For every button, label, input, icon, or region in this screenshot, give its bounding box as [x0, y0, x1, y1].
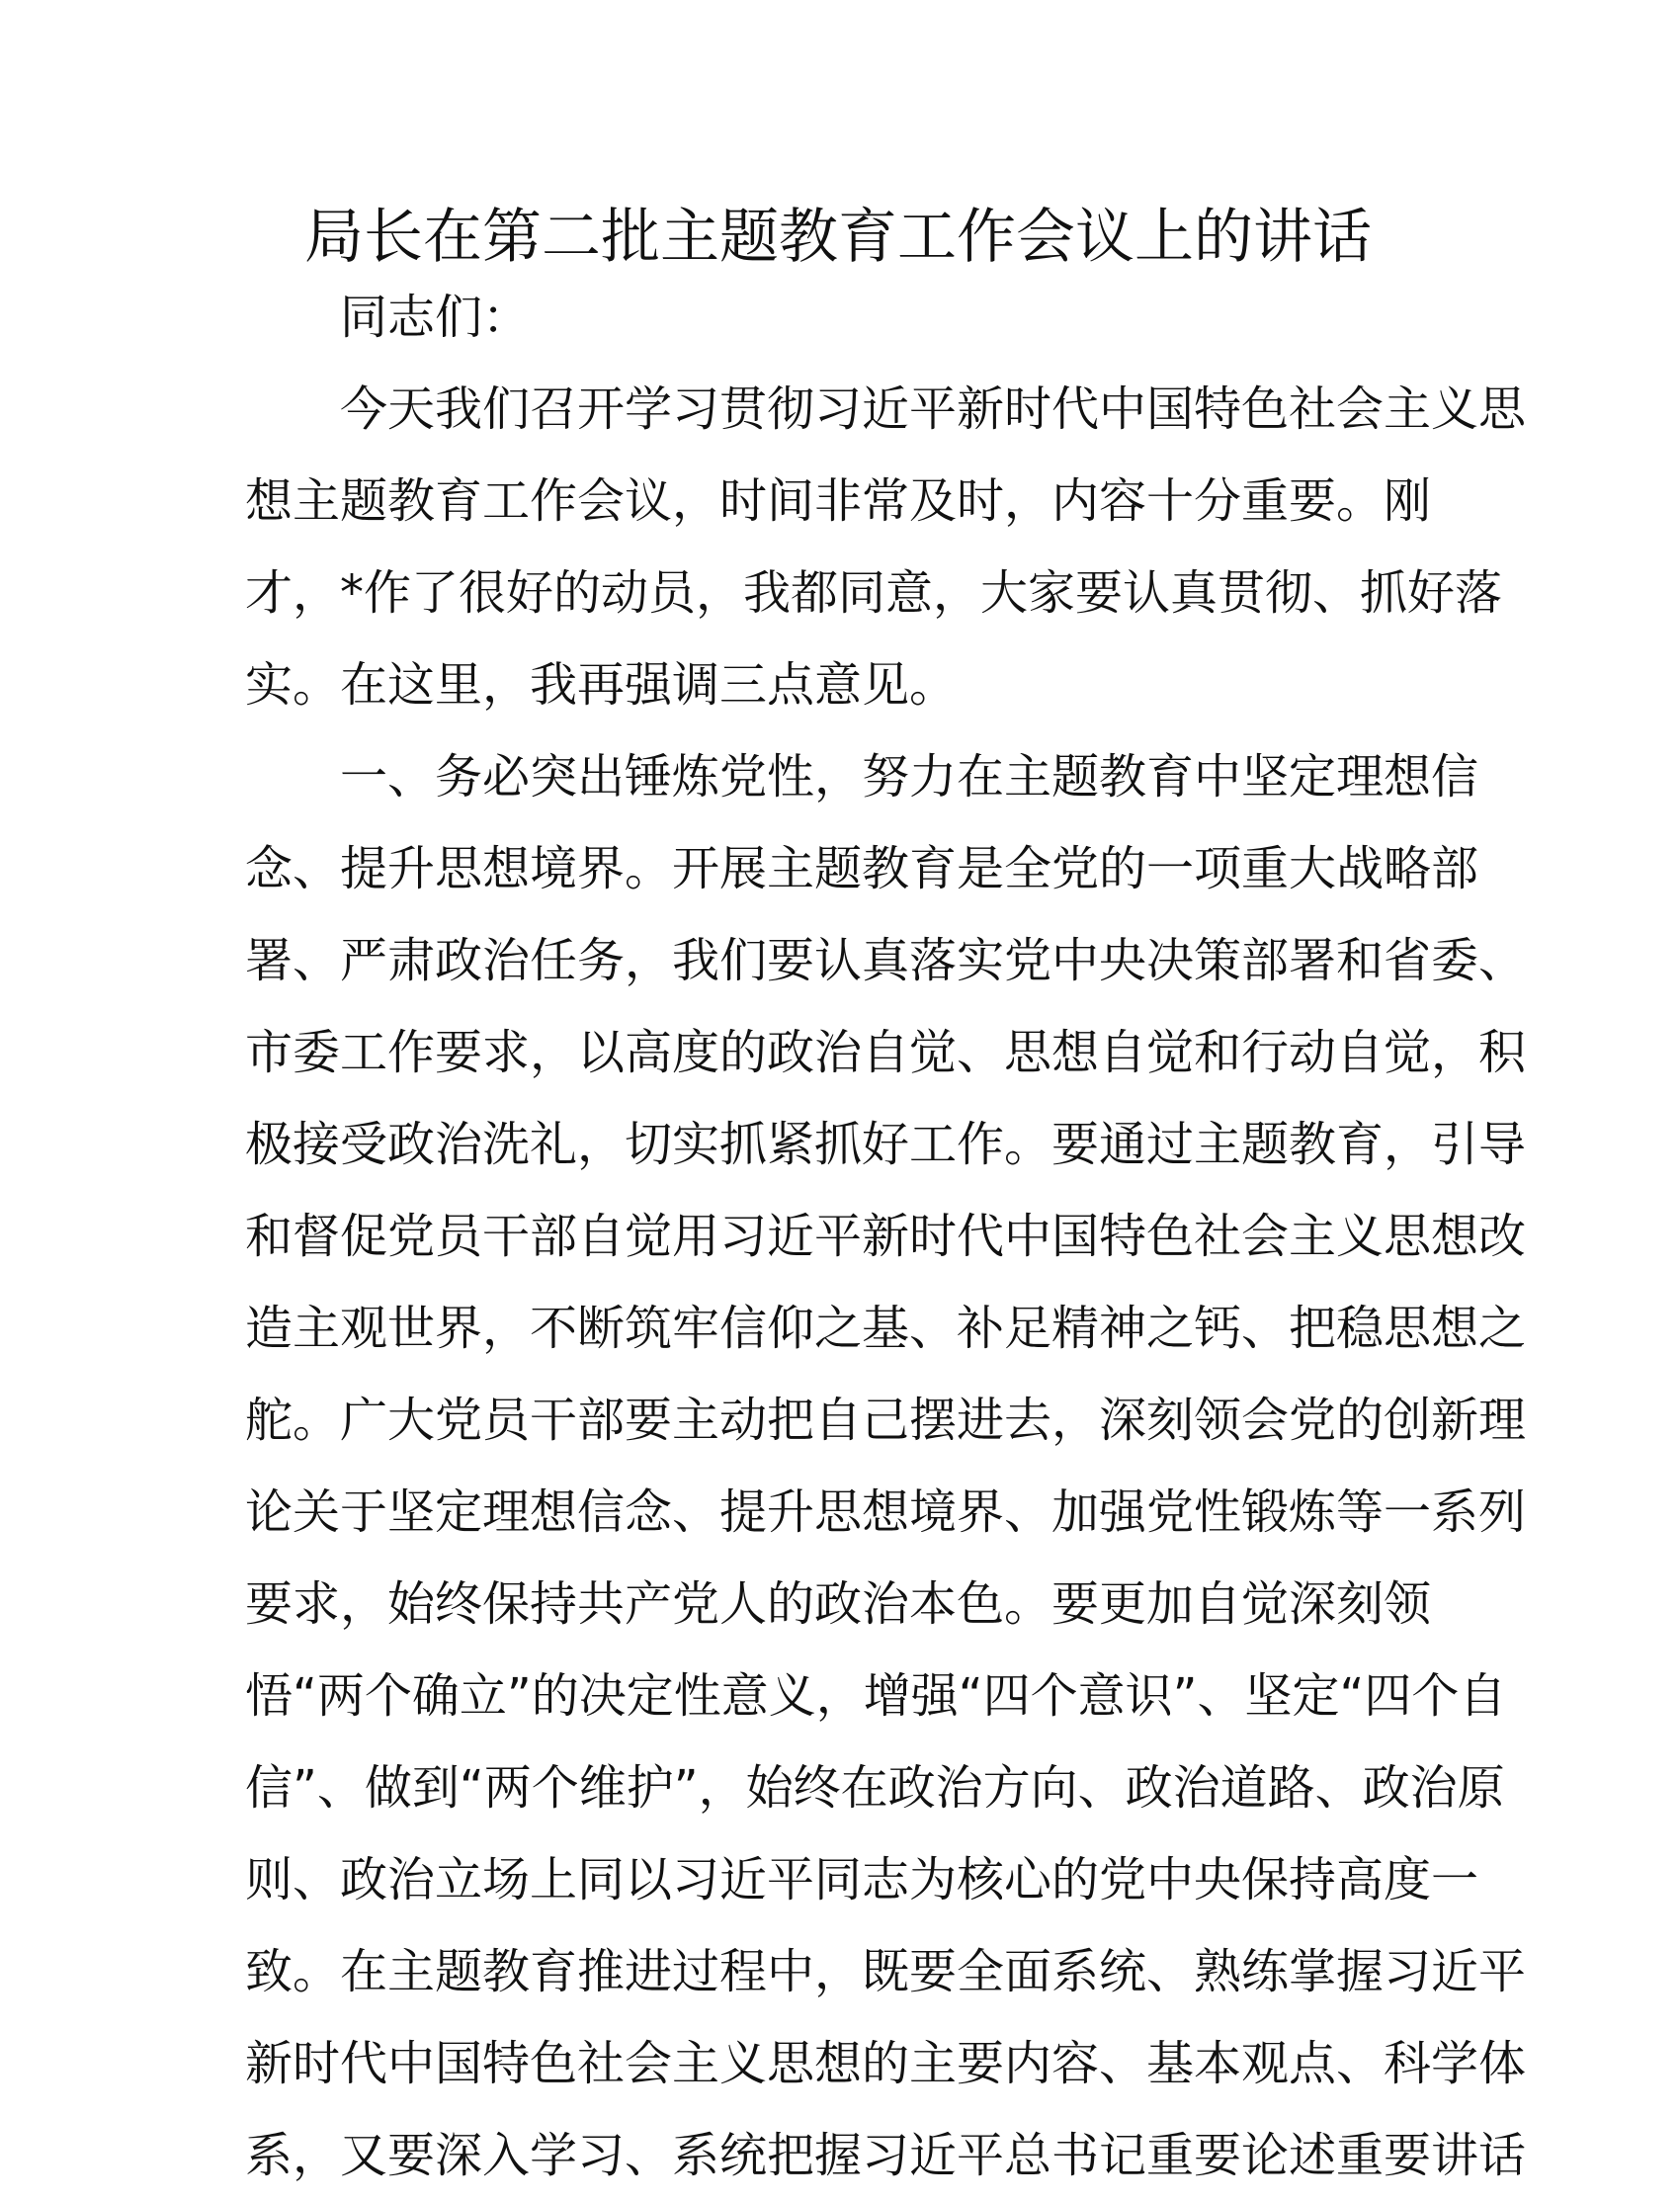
text-line: 悟“两个确立”的决定性意义，增强“四个意识”、坚定“四个自 — [245, 1668, 1507, 1724]
text-line: 舵。广大党员干部要主动把自己摆进去，深刻领会党的创新理 — [245, 1393, 1527, 1448]
document-title: 局长在第二批主题教育工作会议上的讲话 — [304, 203, 1372, 272]
text-line: 才，*作了很好的动员，我都同意，大家要认真贯彻、抓好落 — [245, 565, 1503, 621]
text-line: 实。在这里，我再强调三点意见。 — [245, 657, 958, 713]
salutation: 同志们： — [340, 290, 531, 345]
text-line: 念、提升思想境界。开展主题教育是全党的一项重大战略部 — [245, 841, 1479, 896]
text-line: 极接受政治洗礼，切实抓紧抓好工作。要通过主题教育，引导 — [245, 1117, 1527, 1172]
text-line: 和督促党员干部自觉用习近平新时代中国特色社会主义思想改 — [245, 1209, 1527, 1264]
text-line: 新时代中国特色社会主义思想的主要内容、基本观点、科学体 — [245, 2036, 1527, 2091]
text-line: 造主观世界，不断筑牢信仰之基、补足精神之钙、把稳思想之 — [245, 1301, 1527, 1356]
text-line: 一、务必突出锤炼党性，努力在主题教育中坚定理想信 — [340, 749, 1479, 805]
text-line: 论关于坚定理想信念、提升思想境界、加强党性锻炼等一系列 — [245, 1484, 1527, 1540]
text-line: 信”、做到“两个维护”，始终在政治方向、政治道路、政治原 — [245, 1760, 1505, 1816]
document-body — [245, 272, 1527, 2202]
paragraph-intro — [245, 364, 1527, 731]
paragraph-section-one — [245, 731, 1527, 2202]
text-line: 市委工作要求，以高度的政治自觉、思想自觉和行动自觉，积 — [245, 1025, 1527, 1080]
text-line: 致。在主题教育推进过程中，既要全面系统、熟练掌握习近平 — [245, 1944, 1527, 1999]
text-line: 则、政治立场上同以习近平同志为核心的党中央保持高度一 — [245, 1852, 1479, 1907]
text-line: 今天我们召开学习贯彻习近平新时代中国特色社会主义思 — [340, 381, 1527, 437]
text-line: 想主题教育工作会议，时间非常及时，内容十分重要。刚 — [245, 473, 1432, 529]
text-line: 署、严肃政治任务，我们要认真落实党中央决策部署和省委、 — [245, 933, 1527, 988]
text-line: 要求，始终保持共产党人的政治本色。要更加自觉深刻领 — [245, 1576, 1432, 1632]
text-line: 系，又要深入学习、系统把握习近平总书记重要论述重要讲话 — [245, 2128, 1527, 2183]
